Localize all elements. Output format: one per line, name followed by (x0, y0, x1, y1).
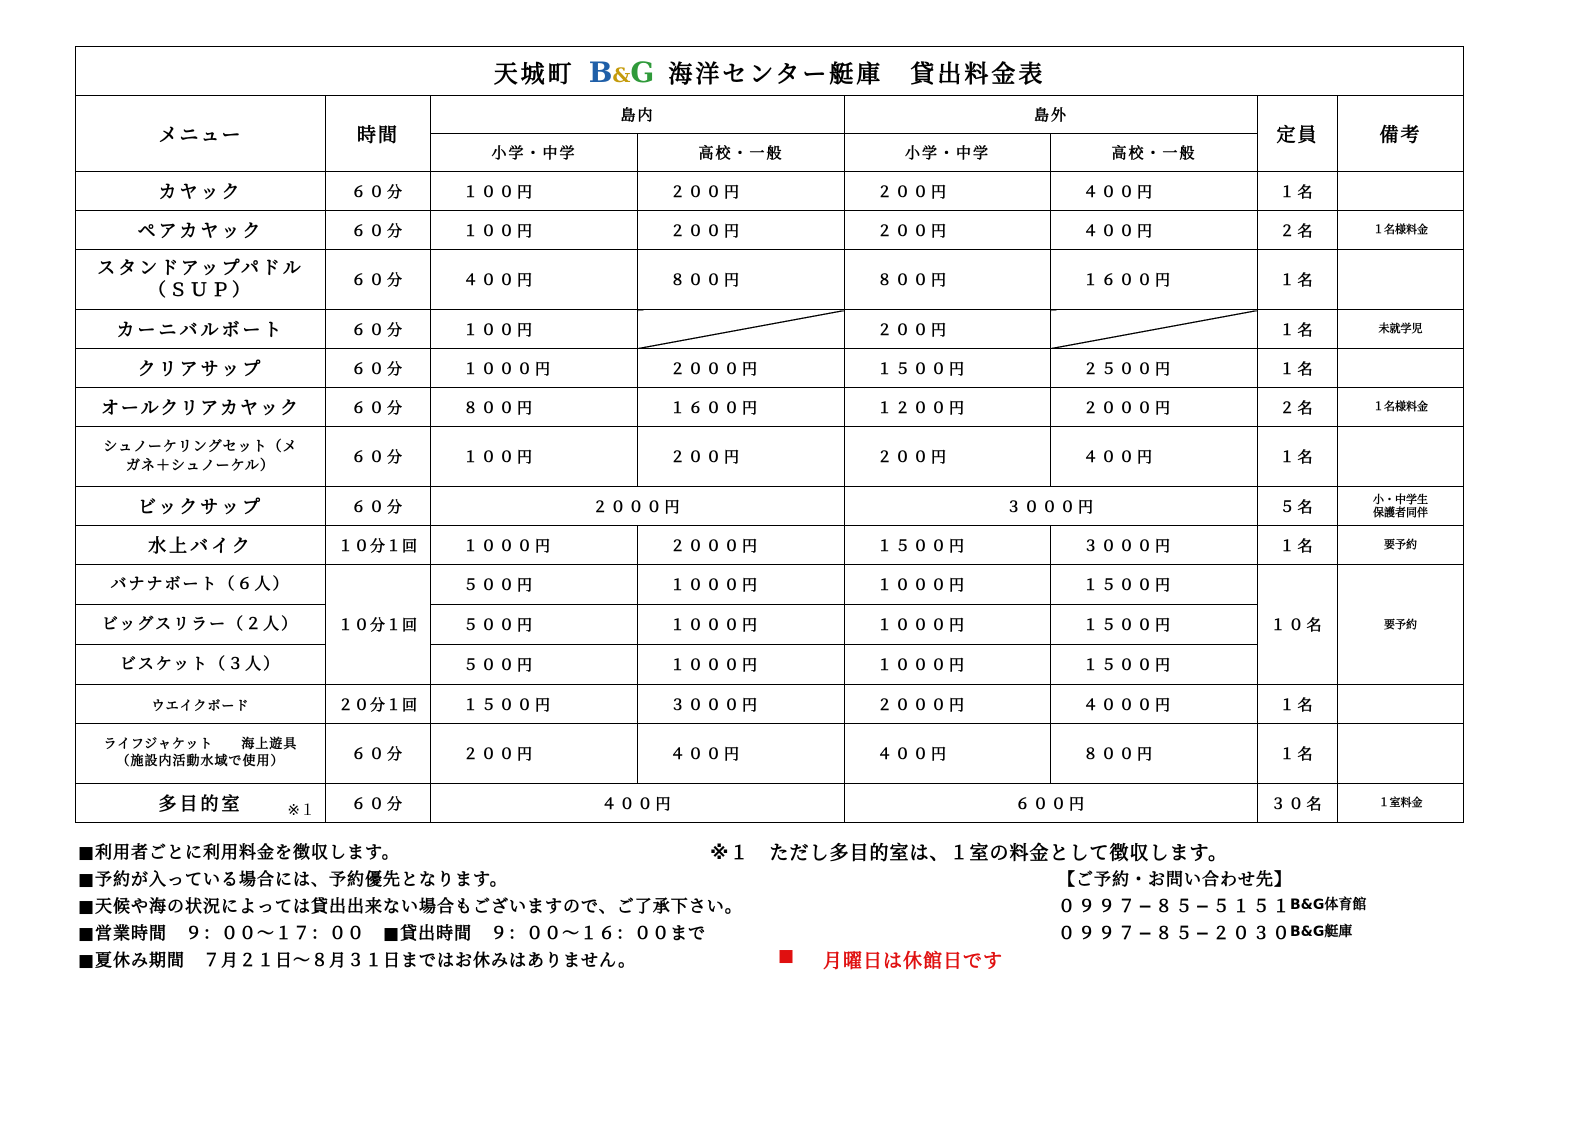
price-cell: ３０００円 (1051, 526, 1258, 565)
price-table (75, 46, 1464, 823)
table-row (76, 310, 1464, 349)
price-cell: １００円 (431, 211, 638, 250)
table-row (76, 645, 1464, 685)
price-cell: １０００円 (638, 605, 845, 645)
note-cell: １名様料金 (1338, 388, 1464, 427)
time-cell: ６０分 (326, 310, 431, 349)
notice-summer: ■夏休み期間 ７月２１日〜８月３１日まではお休みはありません。 (78, 951, 637, 971)
note-cell (1338, 724, 1464, 784)
price-cell: ８００円 (1051, 724, 1258, 784)
price-cell: １５００円 (1051, 605, 1258, 645)
capacity-cell: ５名 (1258, 487, 1338, 526)
header-inside: 島内 (431, 96, 845, 134)
closed-mark-icon: ■ (778, 946, 796, 966)
price-cell: ２０００円 (638, 526, 845, 565)
menu-cell: スタンドアップパドル （ＳＵＰ） (76, 250, 326, 310)
phone-boathouse-label: B&G艇庫 (1290, 924, 1353, 940)
table-row (76, 388, 1464, 427)
capacity-cell: ３０名 (1258, 784, 1338, 823)
price-cell: １００円 (431, 310, 638, 349)
price-cell: １０００円 (638, 565, 845, 605)
notice-weather: ■天候や海の状況によっては貸出出来ない場合もございますので、ご了承下さい。 (78, 897, 743, 917)
price-cell: ３０００円 (638, 685, 845, 724)
price-cell: １５００円 (845, 349, 1051, 388)
price-cell: ５００円 (431, 605, 638, 645)
capacity-cell: １名 (1258, 427, 1338, 487)
price-cell: １０００円 (845, 605, 1051, 645)
table-row (76, 565, 1464, 605)
note-cell (1338, 427, 1464, 487)
capacity-cell: １名 (1258, 250, 1338, 310)
menu-cell: バナナボート（６人） (76, 565, 326, 605)
menu-cell: 水上バイク (76, 526, 326, 565)
header-outside: 島外 (845, 96, 1258, 134)
table-row (76, 685, 1464, 724)
price-sheet (75, 46, 1463, 823)
footnote-mark: ※１ (287, 801, 315, 819)
price-cell: ２５００円 (1051, 349, 1258, 388)
menu-cell: カーニバルボート (76, 310, 326, 349)
price-cell: １００円 (431, 427, 638, 487)
table-row (76, 487, 1464, 526)
table-row (76, 526, 1464, 565)
price-cell: ８００円 (431, 388, 638, 427)
not-applicable-cell (1051, 310, 1258, 349)
bg-logo: B&G (588, 55, 655, 89)
header-inside-general: 高校・一般 (638, 134, 845, 172)
note-cell: １名様料金 (1338, 211, 1464, 250)
capacity-cell: １名 (1258, 526, 1338, 565)
table-row (76, 211, 1464, 250)
price-cell: ２００円 (638, 172, 845, 211)
price-cell: ４００円 (431, 250, 638, 310)
price-cell: ２００円 (638, 211, 845, 250)
price-cell: ２０００円 (1051, 388, 1258, 427)
price-cell: ８００円 (638, 250, 845, 310)
capacity-cell: １名 (1258, 685, 1338, 724)
price-cell: ２００円 (845, 211, 1051, 250)
header-outside-general: 高校・一般 (1051, 134, 1258, 172)
price-cell: １６００円 (1051, 250, 1258, 310)
header-remarks: 備考 (1338, 96, 1464, 172)
time-cell: ６０分 (326, 250, 431, 310)
menu-cell: ビックサップ (76, 487, 326, 526)
time-cell: ６０分 (326, 487, 431, 526)
header-menu: メニュー (76, 96, 326, 172)
capacity-cell: １０名 (1258, 565, 1338, 685)
note-cell (1338, 172, 1464, 211)
price-cell: １０００円 (638, 645, 845, 685)
table-row (76, 605, 1464, 645)
time-cell: ６０分 (326, 172, 431, 211)
menu-cell: クリアサップ (76, 349, 326, 388)
time-cell: １０分１回 (326, 526, 431, 565)
price-cell: ８００円 (845, 250, 1051, 310)
table-row (76, 172, 1464, 211)
price-cell: １５００円 (431, 685, 638, 724)
table-row (76, 250, 1464, 310)
header-outside-elementary: 小学・中学 (845, 134, 1051, 172)
table-row (76, 784, 1464, 823)
note-cell (1338, 250, 1464, 310)
menu-cell: 多目的室 ※１ (76, 784, 326, 823)
note-cell: １室料金 (1338, 784, 1464, 823)
capacity-cell: ２名 (1258, 211, 1338, 250)
note-cell (1338, 685, 1464, 724)
price-cell-merged: ６００円 (845, 784, 1258, 823)
price-cell: ５００円 (431, 645, 638, 685)
price-cell: ４０００円 (1051, 685, 1258, 724)
price-cell: １０００円 (431, 526, 638, 565)
price-cell: １６００円 (638, 388, 845, 427)
note-cell: 小・中学生 保護者同伴 (1338, 487, 1464, 526)
menu-cell: ライフジャケット 海上遊具 （施設内活動水域で使用） (76, 724, 326, 784)
menu-cell: シュノーケリングセット（メ ガネ＋シュノーケル） (76, 427, 326, 487)
price-cell-merged: ３０００円 (845, 487, 1258, 526)
price-cell: ４００円 (1051, 172, 1258, 211)
price-cell: １０００円 (845, 645, 1051, 685)
note-cell: 要予約 (1338, 526, 1464, 565)
capacity-cell: １名 (1258, 172, 1338, 211)
price-cell-merged: ２０００円 (431, 487, 845, 526)
menu-cell: ビスケット（３人） (76, 645, 326, 685)
price-cell: ２００円 (431, 724, 638, 784)
phone-boathouse: ０９９７−８５−２０３０ (1058, 924, 1293, 944)
notice-fee: ■利用者ごとに利用料金を徴収します。 (78, 843, 400, 863)
not-applicable-cell (638, 310, 845, 349)
note-cell: 未就学児 (1338, 310, 1464, 349)
capacity-cell: １名 (1258, 310, 1338, 349)
price-cell: １００円 (431, 172, 638, 211)
capacity-cell: １名 (1258, 724, 1338, 784)
table-row (76, 724, 1464, 784)
table-row (76, 427, 1464, 487)
price-cell: １０００円 (845, 565, 1051, 605)
price-cell: ４００円 (638, 724, 845, 784)
notice-reservation: ■予約が入っている場合には、予約優先となります。 (78, 870, 508, 890)
price-cell: ２００円 (845, 172, 1051, 211)
notice-hours: ■営業時間 ９：００〜１７：００ ■貸出時間 ９：００〜１６：００まで (78, 924, 707, 944)
price-cell: ４００円 (845, 724, 1051, 784)
capacity-cell: １名 (1258, 349, 1338, 388)
time-cell: ６０分 (326, 349, 431, 388)
price-cell: ４００円 (1051, 427, 1258, 487)
price-cell: ２００円 (845, 427, 1051, 487)
closed-day-notice: 月曜日は休館日です (823, 950, 1004, 972)
price-cell: ２０００円 (638, 349, 845, 388)
notice-room-fee: ※１ ただし多目的室は、１室の料金として徴収します。 (710, 842, 1228, 864)
time-cell: ６０分 (326, 784, 431, 823)
price-cell: １０００円 (431, 349, 638, 388)
phone-gym-label: B&G体育館 (1290, 897, 1367, 913)
price-cell: １５００円 (1051, 645, 1258, 685)
menu-cell: ビッグスリラー（２人） (76, 605, 326, 645)
table-row (76, 349, 1464, 388)
note-cell: 要予約 (1338, 565, 1464, 685)
capacity-cell: ２名 (1258, 388, 1338, 427)
menu-cell: ペアカヤック (76, 211, 326, 250)
price-cell: １５００円 (1051, 565, 1258, 605)
time-cell: ６０分 (326, 724, 431, 784)
price-cell: ２０００円 (845, 685, 1051, 724)
price-cell: ２００円 (845, 310, 1051, 349)
title-text: 海洋センター艇庫 貸出料金表 (668, 59, 1046, 88)
menu-cell: ウエイクボード (76, 685, 326, 724)
time-cell: ２０分１回 (326, 685, 431, 724)
title-prefix: 天城町 (493, 59, 575, 88)
time-cell: ６０分 (326, 211, 431, 250)
header-inside-elementary: 小学・中学 (431, 134, 638, 172)
menu-cell: オールクリアカヤック (76, 388, 326, 427)
price-cell: ２００円 (638, 427, 845, 487)
header-time: 時間 (326, 96, 431, 172)
price-cell-merged: ４００円 (431, 784, 845, 823)
menu-cell: カヤック (76, 172, 326, 211)
time-cell: １０分１回 (326, 565, 431, 685)
contact-title: 【ご予約・お問い合わせ先】 (1058, 870, 1292, 890)
price-cell: １２００円 (845, 388, 1051, 427)
page-title (76, 47, 1464, 96)
note-cell (1338, 349, 1464, 388)
time-cell: ６０分 (326, 388, 431, 427)
phone-gym: ０９９７−８５−５１５１ (1058, 897, 1293, 917)
price-cell: ４００円 (1051, 211, 1258, 250)
header-capacity: 定員 (1258, 96, 1338, 172)
price-cell: ５００円 (431, 565, 638, 605)
price-cell: １５００円 (845, 526, 1051, 565)
time-cell: ６０分 (326, 427, 431, 487)
